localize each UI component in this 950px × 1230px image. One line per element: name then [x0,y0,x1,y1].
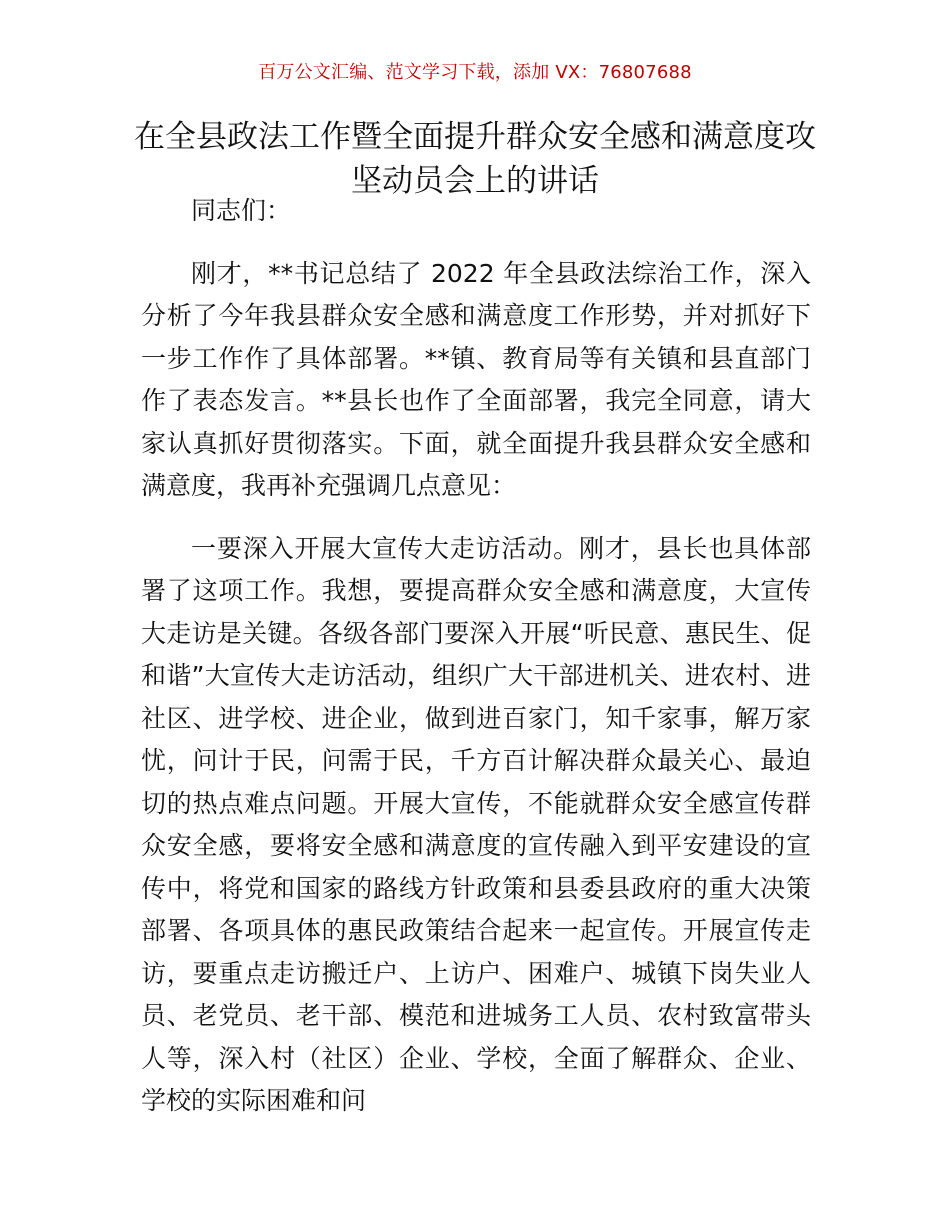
paragraph-intro: 刚才，**书记总结了 2022 年全县政法综治工作，深入分析了今年我县群众安全感和满意度工作形势，并对抓好下一步工作作了具体部署。**镇、教育局等有关镇和县直部门作了表态发言。**县长也作了全面部署，我完全同意，请大家认真抓好贯彻落实。下面，就全面提升我县群众安全感和满意度，我再补充强调几点意见： [141,258,811,500]
paragraph-point-one: 一要深入开展大宣传大走访活动。刚才，县长也具体部署了这项工作。我想，要提高群众安全感和满意度，大宣传大走访是关键。各级各部门要深入开展“听民意、惠民生、促和谐”大宣传大走访活动，组织广大干部进机关、进农村、进社区、进学校、进企业，做到进百家门，知千家事，解万家忧，问计于民，问需于民，千方百计解决群众最关心、最迫切的热点难点问题。开展大宣传，不能就群众安全感宣传群众安全感，要将安全感和满意度的宣传融入到平安建设的宣传中，将党和国家的路线方针政策和县委县政府的重大决策部署、各项具体的惠民政策结合起来一起宣传。开展宣传走访，要重点走访搬迁户、上访户、困难户、城镇下岗失业人员、老党员、老干部、模范和进城务工人员、农村致富带头人等，深入村（社区）企业、学校，全面了解群众、企业、学校的实际困难和问 [141,533,811,1115]
document-title: 在全县政法工作暨全面提升群众安全感和满意度攻坚动员会上的讲话 [134,119,816,199]
salutation: 同志们： [191,196,292,225]
document-body [141,190,811,1123]
header-watermark-note: 百万公文汇编、范文学习下载，添加 VX：76807688 [258,62,692,83]
